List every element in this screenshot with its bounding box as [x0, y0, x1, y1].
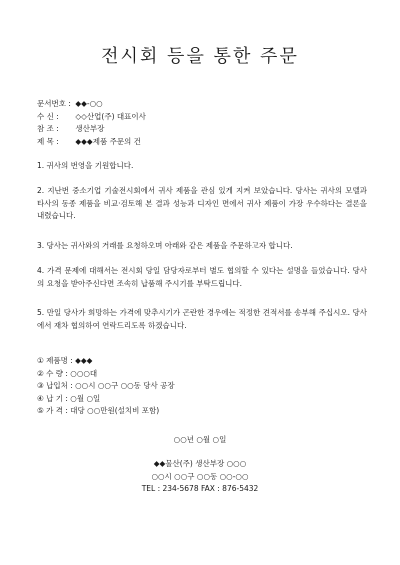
- header-value: ◆◆-○○: [75, 99, 103, 108]
- paragraph-4: 4. 가격 문제에 대해서는 전시회 당일 담당자로부터 별도 협의할 수 있다는 설명을 들었습니다. 당사의 요청을 받아주신다면 조속히 납품해 주시기를 부탁드립니다.: [37, 266, 367, 288]
- sender-contact: TEL : 234-5678 FAX : 876-5432: [141, 484, 259, 493]
- order-item: ⑤ 가 격 : 대당 ○○만원(설치비 포함): [37, 406, 160, 415]
- paragraph-3: 3. 당사는 귀사와의 거래를 요청하오며 아래와 같은 제품을 주문하고자 합니다.: [37, 241, 293, 250]
- sender-address: ○○시 ○○구 ○○동 ○○-○○: [151, 471, 249, 481]
- header-row-recipient: [37, 111, 146, 124]
- sender-name: ◆◆물산(주) 생산부장 ○○○: [153, 459, 247, 468]
- document-title: 전시회 등을 통한 주문: [101, 46, 299, 67]
- header-label: 참 조 :: [37, 124, 59, 133]
- document-date: ○○년 ○월 ○일: [173, 435, 227, 444]
- header-label: 문서번호 :: [37, 99, 71, 108]
- document-header: [37, 98, 146, 148]
- order-item: ④ 납 기 : ○월 ○일: [37, 393, 101, 403]
- header-row-subject: [37, 136, 146, 149]
- header-row-reference: [37, 123, 146, 136]
- header-value: ◇◇산업(주) 대표이사: [75, 111, 146, 121]
- header-value: ◆◆◆제품 주문의 건: [75, 136, 141, 146]
- header-label: 수 신 :: [37, 111, 59, 121]
- header-label: 제 목 :: [37, 136, 59, 146]
- order-items: [37, 355, 175, 418]
- paragraph-1: 1. 귀사의 번영을 기원합니다.: [37, 161, 134, 170]
- paragraph-2: 2. 지난번 중소기업 기술전시회에서 귀사 제품을 관심 있게 지켜 보았습니다. 당사는 귀사의 모델과 타사의 동종 제품을 비교·검토해 본 결과 성능과 디자인 면에서 귀사 제품이 가장 우수하다는 결론을 내렸습니다.: [37, 186, 367, 220]
- sender-block: [0, 458, 400, 496]
- order-item: ③ 납입처 : ○○시 ○○구 ○○동 당사 공장: [37, 381, 175, 390]
- paragraph-5: 5. 만일 당사가 희망하는 가격에 맞추시기가 곤란한 경우에는 적정한 견적서를 송부해 주십시오. 당사에서 재차 협의하여 연락드리도록 하겠습니다.: [37, 308, 367, 330]
- header-row-doc-number: [37, 98, 146, 111]
- header-value: 생산부장: [75, 124, 105, 133]
- order-item: ① 제품명 : ◆◆◆: [37, 356, 93, 365]
- order-item: ② 수 량 : ○○○대: [37, 368, 98, 378]
